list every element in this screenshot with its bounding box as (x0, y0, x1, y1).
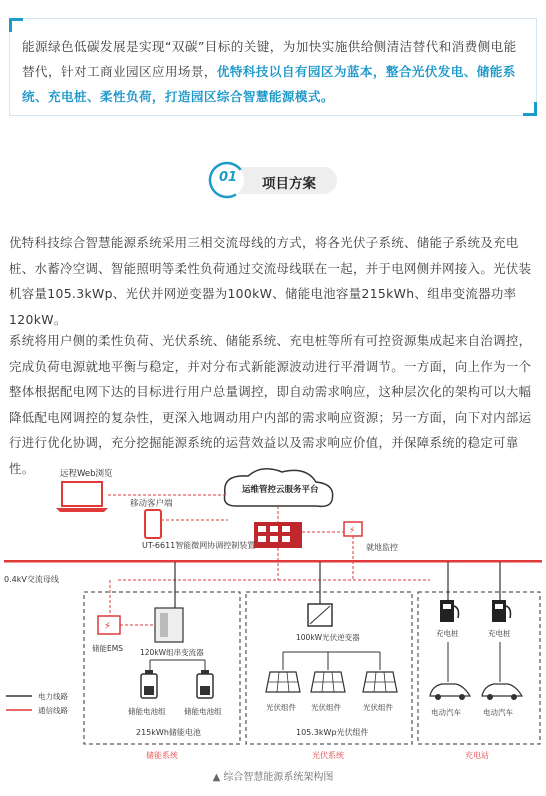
pv-inverter-label: 100kW光伏逆变器 (296, 633, 360, 642)
pcs-label: 120kW组串变流器 (140, 648, 204, 657)
corner-decoration (9, 18, 23, 32)
monitor-icon (344, 522, 362, 536)
mobile-icon (145, 510, 161, 538)
battery-icon (141, 670, 157, 698)
zone-charging-label: 充电站 (465, 751, 489, 760)
mobile-client-label: 移动客户端 (130, 499, 173, 509)
car-icon (430, 684, 470, 700)
section-title: 项目方案 (262, 176, 316, 192)
solar-panel-icon (363, 672, 397, 692)
ac-bus-line (4, 560, 542, 563)
architecture-diagram (0, 460, 546, 770)
zone-pv-label: 光伏系统 (312, 751, 344, 760)
pv-module-label: 光伏组件 (266, 703, 296, 712)
intro-plain: 能源绿色低碳发展是实现“双碳”目标的关键，为加快实施供给侧清洁替代和消费侧电能替代，针对工商业园区应用场景， (22, 39, 517, 79)
intro-text (22, 34, 528, 109)
legend-comm-label: 通信线路 (38, 706, 68, 715)
ev-label: 电动汽车 (483, 708, 513, 717)
charger-icon (440, 600, 459, 622)
pv-module-label: 光伏组件 (363, 703, 393, 712)
intro-box (9, 18, 537, 116)
pcs-icon (155, 608, 183, 642)
ev-label: 电动汽车 (431, 708, 461, 717)
section-header (207, 160, 339, 200)
pv-module-label: 光伏组件 (311, 703, 341, 712)
car-icon (482, 684, 522, 700)
cloud-platform-label: 运维管控云服务平台 (242, 485, 319, 495)
controller-icon (254, 522, 302, 548)
solar-panel-icon (266, 672, 300, 692)
charger-icon (492, 600, 511, 622)
zone-charging (418, 592, 540, 744)
paragraph-2: 系统将用户侧的柔性负荷、光伏系统、储能系统、充电桩等所有可控资源集成起来自治调控，完成负荷电源就地平衡与稳定，并对分布式新能源波动进行平滑调节。一方面，向上作为一个整体根据配电网下达的目标进行用户总量调控，即自动需求响应，这种层次化的架构可以大幅降低配电网调控的复杂性，更深入地调动用户内部的需求响应资源；另一方面，向下对内部运行进行优化协调，充分挖掘能源系统的运营效益以及需求响应价值，并保障系统的稳定可靠性。 (9, 333, 532, 476)
laptop-icon (56, 482, 108, 512)
solar-panel-icon (311, 672, 345, 692)
storage-total-label: 215kWh储能电池 (136, 728, 201, 737)
pv-inverter-icon (308, 604, 332, 626)
battery-label: 储能电池组 (184, 707, 222, 716)
figure-caption: ▲ 综合智慧能源系统架构图 (212, 772, 334, 783)
battery-icon (197, 670, 213, 698)
charger-label: 充电桩 (436, 629, 459, 638)
legend-power-label: 电力线路 (38, 692, 68, 701)
local-monitor-label: 就地监控 (366, 543, 398, 552)
controller-label: UT-6611智能微网协调控制装置 (142, 541, 256, 550)
remote-web-label: 远程Web浏览 (60, 469, 113, 479)
battery-label: 储能电池组 (128, 707, 166, 716)
intro-highlight: 优特科技以自有园区为蓝本，整合光伏发电、储能系统、充电桩、柔性负荷，打造园区综合智慧能源模式。 (22, 64, 516, 104)
zone-storage-label: 储能系统 (146, 751, 178, 760)
section-number: 01 (218, 170, 238, 185)
charger-label: 充电桩 (488, 629, 511, 638)
ac-bus-label: 0.4kV交流母线 (4, 575, 59, 584)
svg-text:⚡: ⚡ (349, 526, 356, 536)
storage-ems-icon (98, 616, 120, 634)
storage-ems-label: 储能EMS (92, 644, 123, 653)
pv-total-label: 105.3kWp光伏组件 (296, 728, 369, 737)
paragraph-1: 优特科技综合智慧能源系统采用三相交流母线的方式，将各光伏子系统、储能子系统及充电桩、水蓄冷空调、智能照明等柔性负荷通过交流母线联在一起，并于电网侧并网接入。光伏装机容量105.3kWp、光伏并网逆变器为100kW、储能电池容量215kWh、组串变流器功率120kW。 (9, 235, 532, 327)
svg-text:⚡: ⚡ (104, 621, 112, 632)
